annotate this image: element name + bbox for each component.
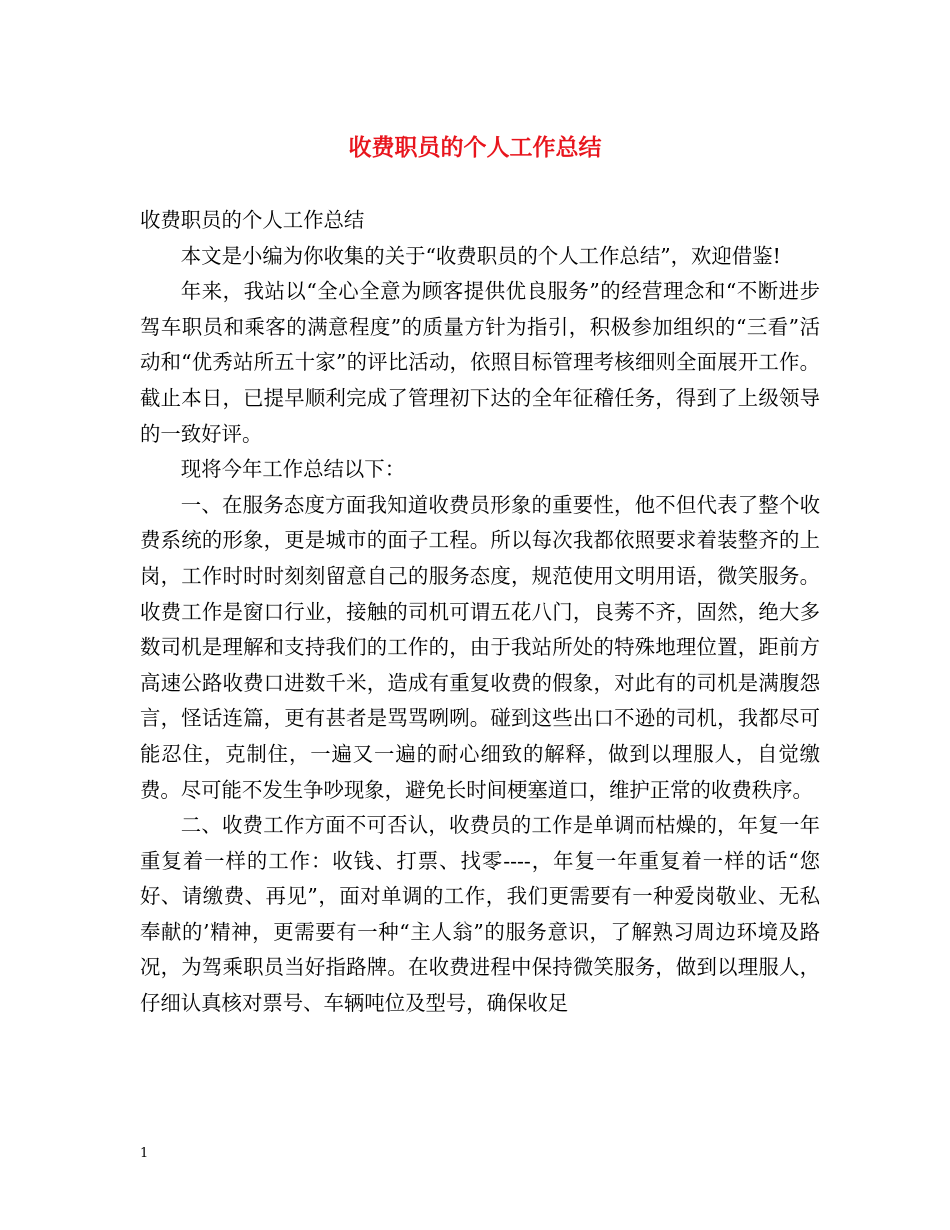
page-number: 1 — [140, 1146, 149, 1161]
body-paragraph-overview: 年来，我站以“全心全意为顾客提供优良服务”的经营理念和“不断进步驾车职员和乘客的满意程度”的质量方针为指引，积极参加组织的“三看”活动和“优秀站所五十家”的评比活动，依照目标管理考核细则全面展开工作。截止本日，已提早顺利完成了管理初下达的全年征稽任务，得到了上级领导的一致好评。 — [140, 279, 820, 446]
body-paragraph-toll-work: 二、收费工作方面不可否认，收费员的工作是单调而枯燥的，年复一年重复着一样的工作：收钱、打票、找零----，年复一年重复着一样的话“您好、请缴费、再见”，面对单调的工作，我们更需要有一种爱岗敬业、无私奉献的’精神，更需要有一种“主人翁”的服务意识，了解熟习周边环境及路况，为驾乘职员当好指路牌。在收费进程中保持微笑服务，做到以理服人，仔细认真核对票号、车辆吨位及型号，确保收足 — [140, 813, 820, 1016]
document-body — [140, 203, 820, 1022]
document-title: 收费职员的个人工作总结 — [348, 135, 602, 161]
body-paragraph-intro: 本文是小编为你收集的关于“收费职员的个人工作总结”，欢迎借鉴! — [180, 243, 781, 268]
body-paragraph-service-attitude: 一、在服务态度方面我知道收费员形象的重要性，他不但代表了整个收费系统的形象，更是城市的面子工程。所以每次我都依照要求着装整齐的上岗，工作时时时刻刻留意自己的服务态度，规范使用文明用语，微笑服务。收费工作是窗口行业，接触的司机可谓五花八门，良莠不齐，固然，绝大多数司机是理解和支持我们的工作的，由于我站所处的特殊地理位置，距前方高速公路收费口进数千米，造成有重复收费的假象，对此有的司机是满腹怨言，怪话连篇，更有甚者是骂骂咧咧。碰到这些出口不逊的司机，我都尽可能忍住，克制住，一遍又一遍的耐心细致的解释，做到以理服人，自觉缴费。尽可能不发生争吵现象，避免长时间梗塞道口，维护正常的收费秩序。 — [140, 492, 820, 802]
body-paragraph-heading: 收费职员的个人工作总结 — [140, 208, 365, 232]
body-paragraph-summary-lead: 现将今年工作总结以下： — [180, 457, 406, 482]
